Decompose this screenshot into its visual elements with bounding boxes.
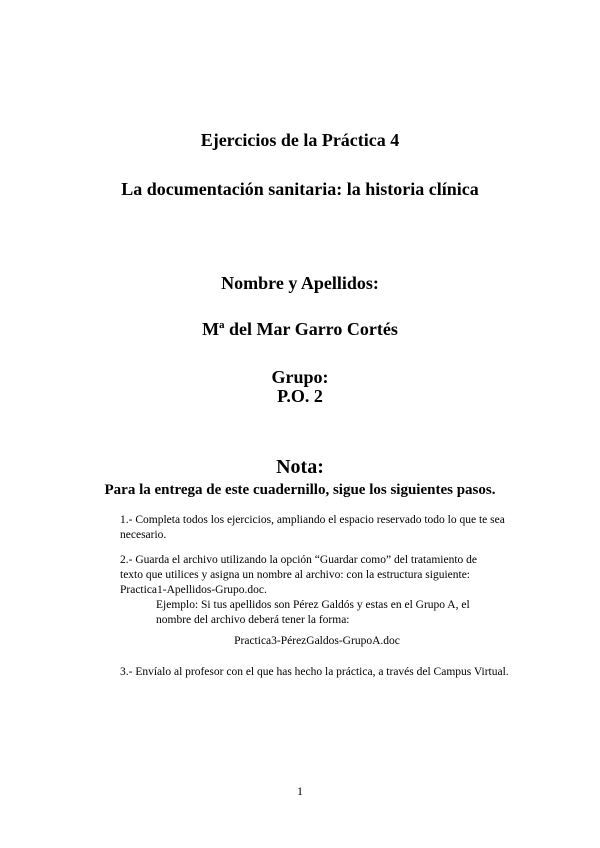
- note-intro: Para la entrega de este cuadernillo, sigue los siguientes pasos.: [104, 482, 496, 498]
- step-1-text: 1.- Completa todos los ejercicios, ampliando el espacio reservado todo lo que te sea necesario.: [120, 514, 505, 541]
- example-filename: Practica3-PérezGaldos-GrupoA.doc: [234, 635, 400, 647]
- step-3-text: 3.- Envíalo al profesor con el que has hecho la práctica, a través del Campus Virtual.: [120, 666, 509, 678]
- note-heading: Nota:: [276, 456, 324, 478]
- name-value: Mª del Mar Garro Cortés: [202, 319, 398, 339]
- step-2: [120, 553, 514, 628]
- step-2-line-3: Practica1-Apellidos-Grupo.doc.: [120, 584, 267, 596]
- document-subtitle: La documentación sanitaria: la historia clínica: [121, 179, 479, 199]
- name-label: Nombre y Apellidos:: [221, 273, 379, 293]
- example-line-1: Ejemplo: Si tus apellidos son Pérez Galdós y estas en el Grupo A, el: [156, 599, 470, 611]
- group-value: P.O. 2: [277, 386, 323, 406]
- step-3: [120, 665, 514, 680]
- group-label: Grupo:: [271, 367, 329, 387]
- document-title: Ejercicios de la Práctica 4: [200, 130, 400, 150]
- step-2-line-2: texto que utilices y asigna un nombre al archivo: con la estructura siguiente:: [120, 569, 471, 581]
- step-1: [120, 513, 514, 543]
- example-line-2: nombre del archivo deberá tener la forma:: [156, 614, 350, 626]
- step-2-line-1: 2.- Guarda el archivo utilizando la opción “Guardar como” del tratamiento de: [120, 554, 477, 566]
- page-number: 1: [297, 784, 303, 798]
